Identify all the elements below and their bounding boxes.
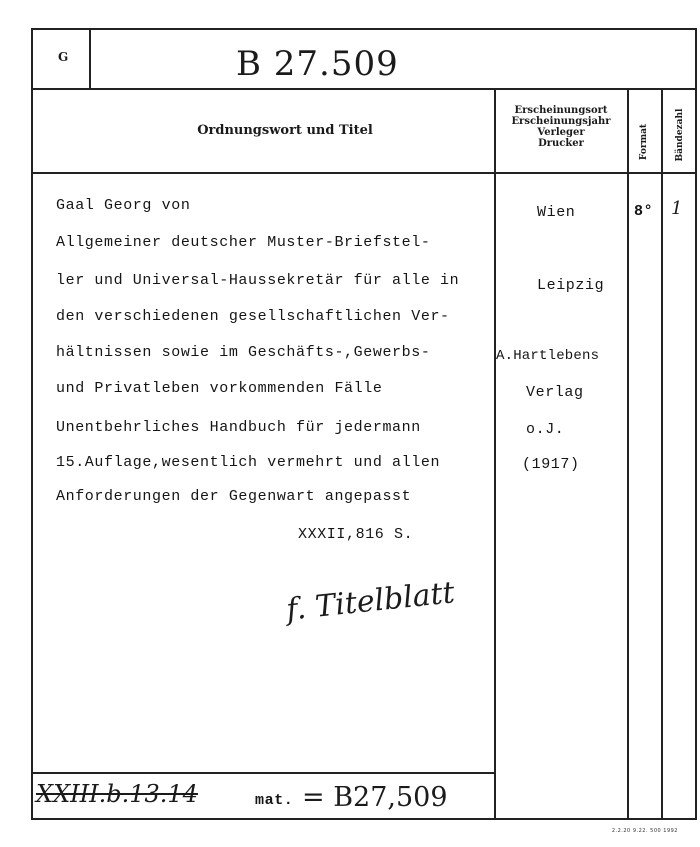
pub-place-2: Leipzig bbox=[537, 277, 605, 294]
header-publisher: Verleger bbox=[537, 127, 585, 138]
title-column-divider bbox=[494, 89, 496, 820]
header-printer: Drucker bbox=[538, 138, 584, 149]
publication-column-header bbox=[496, 105, 626, 149]
call-number: B 27.509 bbox=[236, 44, 399, 84]
title-line-7: Unentbehrliches Handbuch für jedermann bbox=[56, 419, 421, 436]
old-signature: XXIII.b.13.14 bbox=[36, 780, 198, 808]
title-line-3: ler und Universal-Haussekretär für alle in bbox=[56, 272, 460, 289]
format-value: 8° bbox=[634, 203, 654, 220]
title-line-4: den verschiedenen gesellschaftlichen Ver- bbox=[56, 308, 450, 325]
mat-value: = B27,509 bbox=[302, 782, 448, 813]
format-column-divider bbox=[661, 89, 663, 820]
pub-place-1: Wien bbox=[537, 204, 576, 221]
title-line-8: 15.Auflage,wesentlich vermehrt und allen bbox=[56, 454, 441, 471]
header-divider bbox=[31, 172, 697, 174]
title-line-9: Anforderungen der Gegenwart angepasst bbox=[56, 488, 412, 505]
letter-box-divider bbox=[89, 28, 91, 89]
header-place: Erscheinungsort bbox=[514, 105, 608, 116]
title-column-header: Ordnungswort und Titel bbox=[197, 123, 373, 138]
category-letter: G bbox=[58, 50, 69, 64]
title-line-6: und Privatleben vorkommenden Fälle bbox=[56, 380, 383, 397]
handwritten-note: f. Titelblatt bbox=[284, 575, 457, 628]
pub-publisher-2: Verlag bbox=[526, 384, 584, 401]
pub-date-1: o.J. bbox=[526, 421, 565, 438]
publication-column-divider bbox=[627, 89, 629, 820]
mat-label: mat. bbox=[255, 792, 294, 809]
pub-date-2: (1917) bbox=[522, 456, 580, 473]
header-year: Erscheinungsjahr bbox=[511, 116, 611, 127]
pagination: XXXII,816 S. bbox=[298, 526, 414, 543]
top-row-divider bbox=[31, 88, 697, 90]
footer-divider bbox=[31, 772, 496, 774]
print-mark: 2.2.20 9.22. 500 1992 bbox=[611, 828, 678, 834]
title-line-2: Allgemeiner deutscher Muster-Briefstel- bbox=[56, 234, 431, 251]
title-line-1: Gaal Georg von bbox=[56, 197, 191, 214]
volumes-value: 1 bbox=[671, 198, 683, 219]
pub-publisher-1: A.Hartlebens bbox=[496, 348, 600, 364]
title-line-5: hältnissen sowie im Geschäfts-,Gewerbs- bbox=[56, 344, 431, 361]
volumes-column-header: Bändezahl bbox=[675, 108, 685, 162]
format-column-header: Format bbox=[639, 123, 649, 161]
